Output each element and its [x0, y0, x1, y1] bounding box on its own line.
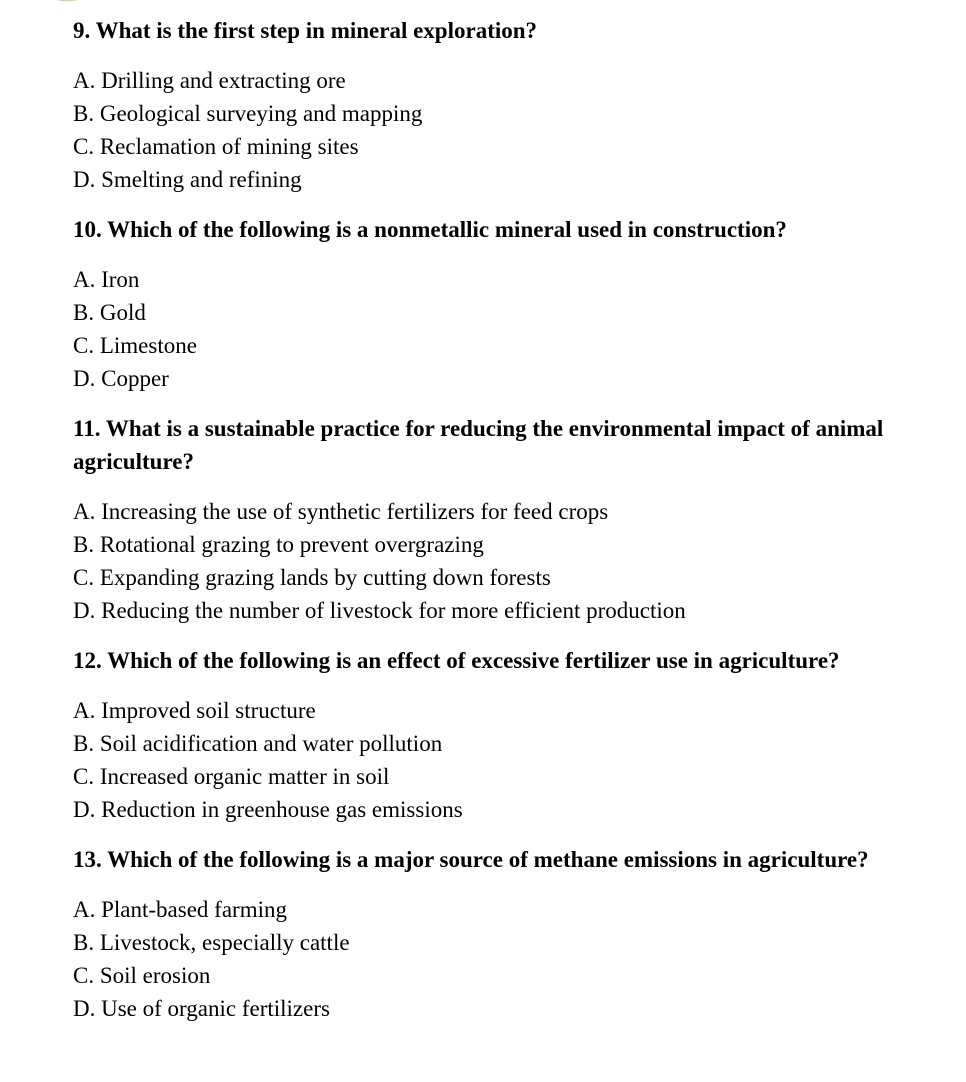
question-block-9 [73, 14, 953, 196]
option-b: B. Soil acidification and water pollution [73, 731, 443, 756]
corner-ornament-icon [30, 0, 104, 8]
option-d: D. Use of organic fertilizers [73, 996, 330, 1021]
option-a: A. Drilling and extracting ore [73, 68, 346, 93]
question-text: 10. Which of the following is a nonmetallic mineral used in construction? [73, 217, 787, 242]
option-d: D. Smelting and refining [73, 167, 302, 192]
question-text: 12. Which of the following is an effect of excessive fertilizer use in agriculture? [73, 648, 840, 673]
option-c: C. Increased organic matter in soil [73, 764, 390, 789]
option-b: B. Livestock, especially cattle [73, 930, 350, 955]
option-a: A. Increasing the use of synthetic fertilizers for feed crops [73, 499, 609, 524]
option-list [73, 495, 953, 627]
option-list [73, 64, 953, 196]
question-text: 11. What is a sustainable practice for reducing the environmental impact of animal agriculture? [73, 416, 884, 474]
option-d: D. Reducing the number of livestock for more efficient production [73, 598, 686, 623]
option-list [73, 893, 953, 1025]
question-block-11 [73, 412, 953, 627]
option-c: C. Reclamation of mining sites [73, 134, 359, 159]
option-b: B. Geological surveying and mapping [73, 101, 423, 126]
question-block-12 [73, 644, 953, 826]
question-block-13 [73, 843, 953, 1025]
question-text: 9. What is the first step in mineral exploration? [73, 18, 538, 43]
option-a: A. Iron [73, 267, 140, 292]
option-a: A. Plant-based farming [73, 897, 287, 922]
question-block-10 [73, 213, 953, 395]
option-b: B. Rotational grazing to prevent overgrazing [73, 532, 484, 557]
option-list [73, 263, 953, 395]
option-c: C. Soil erosion [73, 963, 211, 988]
option-b: B. Gold [73, 300, 146, 325]
option-c: C. Expanding grazing lands by cutting down forests [73, 565, 551, 590]
option-c: C. Limestone [73, 333, 197, 358]
option-a: A. Improved soil structure [73, 698, 316, 723]
option-d: D. Copper [73, 366, 169, 391]
option-d: D. Reduction in greenhouse gas emissions [73, 797, 463, 822]
question-text: 13. Which of the following is a major source of methane emissions in agriculture? [73, 847, 869, 872]
option-list [73, 694, 953, 826]
quiz-page [73, 14, 953, 1042]
